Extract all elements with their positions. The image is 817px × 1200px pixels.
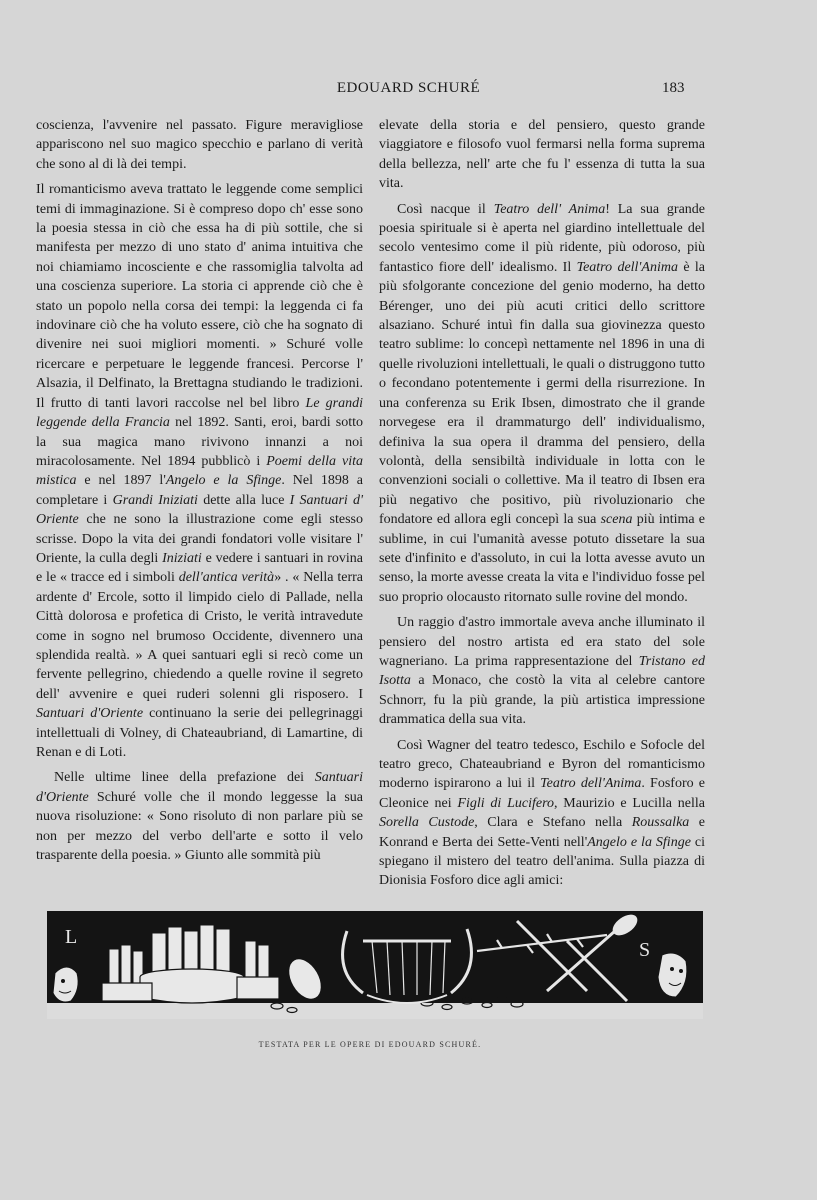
- monogram-left: L: [65, 926, 78, 948]
- paragraph: elevate della storia e del pensiero, questo grande viaggiatore e filosofo vuol fermarsi nella forma suprema della bellezza, nell' arte che fu l' essenza di tutta la sua vita.: [379, 118, 705, 192]
- paragraph: Il romanticismo aveva trattato le leggende come semplici temi di immaginazione. Si è compreso dopo ch' esse sono la poesia stessa in ciò che essa ha di più sottile, che si manifesta per mezzo di uno stato d' anima intuitiva che noi chiamiamo incosciente e che rassomiglia talvolta ad una coscienza superiore. La storia ci apprende ciò che è stato un popolo nella corsa dei tempi: la leggenda ci fa indovinare ciò che ha voluto essere, ciò che ha sognato di divenire nei suoi migliori momenti. » Schuré volle ricercare e perpetuare le leggende francesi. Percorse l' Alsazia, il Delfinato, la Brettagna studiando le tradizioni. Il frutto di tanti lavori raccolse nel bel libro Le grandi leggende della Francia nel 1892. Santi, eroi, bardi sotto la sua magica mano rivivono innanzi a noi miracolosamente. Nel 1894 pubblicò i Poemi della vita mistica e nel 1897 l'Angelo e la Sfinge. Nel 1898 a completare i Grandi Iniziati dette alla luce I Santuari d' Oriente che ne sono la illustrazione come egli stesso scrisse. Dopo la vita dei grandi fondatori volle visitare l' Oriente, la culla degli Iniziati e vedere i santuari in rovina e le « tracce ed i simboli dell'antica verità» . « Nella terra ardente d' Ercole, sotto il limpido cielo di Pallade, nella Città dolorosa e profetica di Cristo, le verità intravedute come in sogno nel brumoso Occidente, divennero una splendida realtà. » A quei santuari egli si recò come un fervente pellegrino, chiedendo a quelle rovine il segreto dell' avvenire e quei ruderi solenni gli risposero. I Santuari d'Oriente continuano la serie dei pellegrinaggi intellettuali di Volney, di Chateaubriand, di Lamartine, di Renan e di Loti.: [36, 182, 364, 760]
- illustration-caption: TESTATA PER LE OPERE DI EDOUARD SCHURÉ.: [258, 1040, 482, 1049]
- monogram-right: S: [639, 939, 651, 961]
- theatre-mask-left-icon: [53, 967, 78, 1002]
- left-column: [36, 116, 363, 871]
- paragraph: coscienza, l'avvenire nel passato. Figure meravigliose appariscono nel suo magico specchio e parlano di verità che sono al di là dei tempi.: [36, 118, 363, 172]
- banner-ground: [47, 1003, 703, 1019]
- paragraph: Così nacque il Teatro dell' Anima! La sua grande poesia spirituale si è aperta nel giardino intellettuale del secolo ventesimo come il più ridente, più odoroso, più fantastico fiore dell' idealismo. Il Teatro dell'Anima è la più sfolgorante concezione del genio moderno, ha detto Bérenger, uno dei più acuti critici dello scrittore alsaziano. Schuré intuì fin dalla sua giovinezza questo teatro sublime: lo concepì nettamente nel 1896 in una di quelle rivoluzioni intellettuali, le quali o distruggono tutto o fecondano potentemente i germi della risurrezione. In una conferenza su Erik Ibsen, dimostrato che il grande norvegese era il drammaturgo dell' individualismo, definiva la sua opera il dramma del pensiero, della volontà, della sensibiltà individuale in lotta con le convenzioni sociali o collettive. Ma il teatro di Ibsen era più negativo che positivo, più rivoluzionario che fondatore ed allora egli concepì la sua scena più intima e sublime, in cui l'umanità avesse potuto dissetare la sua sete d'infinito e d'assoluto, in cui la lotta avesse avuto un senso, la morte avesse creata la vita e l'individuo fosse pel suo proprio olocausto ritornato sulle rovine del mondo.: [379, 201, 706, 605]
- headpiece-illustration: [47, 911, 703, 1021]
- paragraph: Un raggio d'astro immortale aveva anche illuminato il pensiero del nostro artista ed era stato del sole wagneriano. La prima rappresentazione del Tristano ed Isotta a Monaco, che costò la vita al celebre cantore Schnorr, fu la più grande, la più artistica impressione drammatica della sua vita.: [379, 615, 706, 728]
- running-header-title: EDOUARD SCHURÉ: [336, 80, 481, 96]
- page-number: 183: [662, 80, 685, 96]
- paragraph: Così Wagner del teatro tedesco, Eschilo e Sofocle del teatro greco, Chateaubriand e Byron del romanticismo moderno ispirarono a lui il Teatro dell'Anima. Fosforo e Cleonice nei Figli di Lucifero, Maurizio e Lucilla nella Sorella Custode, Clara e Stefano nella Roussalka e Konrand e Berta dei Sette-Venti nell'Angelo e la Sfinge ci spiegano il mistero del teatro dell'anima. Sulla piazza di Dionisia Fosforo dice agli amici:: [379, 737, 706, 889]
- right-column: [379, 116, 705, 897]
- paragraph: Nelle ultime linee della prefazione dei Santuari d'Oriente Schuré volle che il mondo leggesse la sua nuova risoluzione: « Sono risoluto di non parlare più se non per mezzo del verbo dell'arte e sotto il velo trasparente della poesia. » Giunto alle sommità più: [36, 770, 363, 864]
